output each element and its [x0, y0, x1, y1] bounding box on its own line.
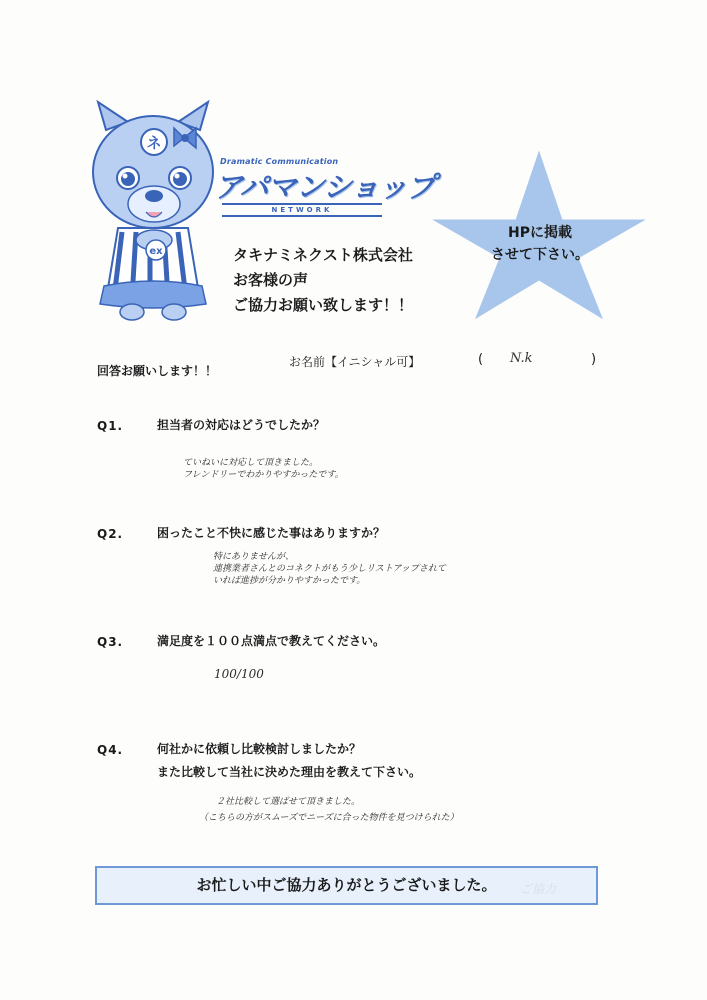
- q1-answer-line-1: ていねいに対応して頂きました。: [183, 458, 319, 468]
- name-value: N.k: [510, 351, 533, 366]
- faint-bleed-text: ご協力: [520, 882, 557, 896]
- logo-tagline: Dramatic Communication: [220, 157, 339, 166]
- q3-line-1: 満足度を１００点満点で教えてください。: [157, 634, 386, 648]
- survey-title: お客様の声: [233, 271, 309, 289]
- q1-answer-line-2: フレンドリーでわかりやすかったです。: [183, 470, 344, 480]
- q2-number: Q2.: [97, 527, 124, 541]
- answer-prompt: 回答お願いします！！: [97, 364, 218, 378]
- q2-line-1: 困ったこと不快に感じた事はありますか？: [157, 526, 386, 540]
- mascot-chest-text: ex: [149, 246, 163, 257]
- logo-wordmark: アパマンショップ: [214, 170, 435, 204]
- name-paren-open: (: [478, 352, 484, 367]
- q4-answer-note: [199, 812, 459, 824]
- q1-answer: [183, 457, 344, 481]
- q4-answer-line-2: （こちらの方がスムーズでニーズに合った物件を見つけられた）: [199, 813, 459, 823]
- q3-answer-line-1: 100/100: [214, 667, 264, 681]
- star-line-2: させて下さい。: [491, 247, 589, 263]
- q4-answer-line-1: ２社比較して選ばせて頂きました。: [216, 797, 361, 807]
- q2-question: [157, 522, 385, 545]
- q4-answer: [216, 796, 360, 808]
- q2-answer-line-1: 特にありませんが、: [213, 552, 295, 562]
- q2-answer: [213, 551, 446, 587]
- q2-answer-line-3: いれば進捗が分かりやすかったです。: [213, 576, 366, 586]
- q4-line-2: また比較して当社に決めた理由を教えて下さい。: [157, 765, 422, 779]
- q1-number: Q1.: [97, 419, 124, 433]
- q3-number: Q3.: [97, 635, 124, 649]
- star-line-1: HPに掲載: [508, 225, 572, 241]
- company-name: タキナミネクスト株式会社: [233, 246, 413, 264]
- name-label: お名前【イニシャル可】: [289, 355, 421, 369]
- thanks-banner: お忙しい中ご協力ありがとうございました。: [95, 866, 598, 905]
- q4-line-1: 何社かに依頼し比較検討しましたか？: [157, 742, 362, 756]
- star-label: [455, 222, 625, 266]
- mascot-illustration: [88, 100, 218, 322]
- q4-number: Q4.: [97, 743, 124, 757]
- q3-question: [157, 630, 385, 653]
- company-heading: [233, 243, 413, 318]
- q4-question: [157, 738, 421, 784]
- q1-question: [157, 414, 325, 437]
- cooperation-request: ご協力お願い致します！！: [233, 296, 414, 314]
- mascot-badge-text: ネ: [146, 134, 162, 152]
- q1-line-1: 担当者の対応はどうでしたか？: [157, 418, 326, 432]
- q3-answer: [214, 668, 264, 680]
- name-paren-close: ): [591, 352, 597, 367]
- logo-network: NETWORK: [222, 203, 382, 217]
- q2-answer-line-2: 連携業者さんとのコネクトがもう少しリストアップされて: [213, 564, 446, 574]
